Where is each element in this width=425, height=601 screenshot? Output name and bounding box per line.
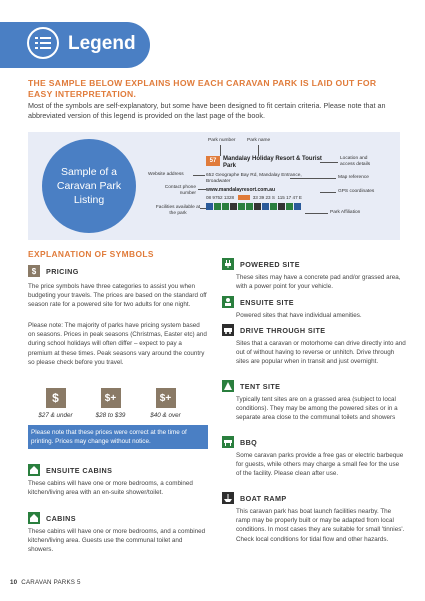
shower-icon xyxy=(222,296,234,308)
ensuite-cabin-icon xyxy=(28,464,40,476)
tent-icon xyxy=(222,380,234,392)
ann-map-reference: Map reference xyxy=(338,175,369,180)
ensuite-site-heading xyxy=(222,296,294,308)
entry-map: 33 39 23 S xyxy=(252,195,275,200)
entry-address: 652 Geographe Bay Rd, Mandalay Entrance, Broadwater xyxy=(206,173,302,184)
cabins-body: These cabins will have one or more bedrooms, and a combined kitchen/living area. Guests use the communal toilet and showers. xyxy=(28,528,206,554)
powered-site-body: These sites may have a concrete pad and/or grassed area, with a power point for your vehicle. xyxy=(236,274,401,291)
page-footer xyxy=(10,579,81,586)
drive-through-icon xyxy=(222,324,234,336)
pricing-body-1: The price symbols have three categories to assist you when budgeting your travels. The prices are based on the standard off season rate for a powered site for two adults for one night. xyxy=(28,283,207,309)
price-tier-label: $40 & over xyxy=(150,412,181,419)
dollar-plus-plus-icon: $+ xyxy=(156,388,176,408)
ensuite-site-body: Powered sites that have individual amenities. xyxy=(236,312,362,319)
page-number: 10 xyxy=(10,579,18,586)
ann-website: Website address xyxy=(148,172,184,177)
ann-park-name: Park name xyxy=(247,138,271,143)
drive-through-label: DRIVE THROUGH SITE xyxy=(240,325,326,335)
price-tier xyxy=(28,388,83,419)
entry-gps: 115 17 47 E xyxy=(277,195,302,200)
intro-heading: THE SAMPLE BELOW EXPLAINS HOW EACH CARAVAN PARK IS LAID OUT FOR EASY INTERPRETATION. xyxy=(28,78,377,99)
powered-site-label: POWERED SITE xyxy=(240,259,300,269)
dollar-plus-icon: $+ xyxy=(101,388,121,408)
entry-phone: 08 9752 1328 xyxy=(206,195,235,200)
pricing-label: PRICING xyxy=(46,266,79,276)
ann-location: Location and access details xyxy=(340,156,371,167)
dollar-icon: $ xyxy=(46,388,66,408)
entry-facility-icons xyxy=(206,203,301,210)
boat-ramp-heading xyxy=(222,492,287,504)
bbq-label: BBQ xyxy=(240,437,258,447)
bbq-icon xyxy=(222,436,234,448)
cabin-icon xyxy=(28,512,40,524)
cabins-label: CABINS xyxy=(46,513,76,523)
list-icon xyxy=(27,27,59,59)
dollar-icon: $ xyxy=(28,265,40,277)
price-tier xyxy=(138,388,193,419)
bbq-heading xyxy=(222,436,257,448)
price-tier-label: $27 & under xyxy=(38,412,73,419)
sample-circle-text: Sample of a Caravan Park Listing xyxy=(56,166,122,206)
explanation-title: EXPLANATION OF SYMBOLS xyxy=(28,249,154,259)
tent-site-body: Typically tent sites are on a grassed area (subject to local conditions). They may be among the powered sites or in a separate area close to the communal toilets and showers xyxy=(236,396,398,422)
footer-title: CARAVAN PARKS 5 xyxy=(21,579,81,586)
cabins-heading xyxy=(28,512,76,524)
boat-ramp-body: This caravan park has boat launch facilities nearby. The ramp may be properly built or may be adapted from local conditions. In most cases they are suitable for small 'tinnies'. Check local conditions for tidal flow and other hazards. xyxy=(236,508,405,543)
price-tier xyxy=(83,388,138,419)
pricing-heading xyxy=(28,265,79,277)
entry-website: www.mandalayresort.com.au xyxy=(206,187,276,193)
page-title: Legend xyxy=(68,33,136,54)
price-note: Please note that these prices were correct at the time of printing. Prices may change without notice. xyxy=(28,425,208,449)
boat-ramp-label: BOAT RAMP xyxy=(240,493,287,503)
powered-site-heading xyxy=(222,258,300,270)
ensuite-site-label: ENSUITE SITE xyxy=(240,297,294,307)
bbq-body: Some caravan parks provide a free gas or electric barbeque for guests, while others may charge a small fee for the use of the facility. Please clean after use. xyxy=(236,452,404,478)
ann-affiliation: Park Affiliation xyxy=(330,210,361,215)
ensuite-cabins-heading xyxy=(28,464,112,476)
intro-body: Most of the symbols are self-explanatory, but some have been designed to fit certain criteria. Please note that an abbreviated version of this legend is provided on the last page of the book. xyxy=(28,101,386,120)
power-plug-icon xyxy=(222,258,234,270)
drive-through-heading xyxy=(222,324,325,336)
boat-icon xyxy=(222,492,234,504)
tent-site-heading xyxy=(222,380,280,392)
ann-park-number: Park number xyxy=(208,138,236,143)
ensuite-cabins-label: ENSUITE CABINS xyxy=(46,465,113,475)
price-tier-label: $28 to $39 xyxy=(95,412,126,419)
entry-park-name: Mandalay Holiday Resort & Tourist Park xyxy=(223,156,322,169)
entry-phone-line xyxy=(206,195,302,200)
sample-circle xyxy=(42,139,136,233)
drive-through-body: Sites that a caravan or motorhome can drive directly into and out of without having to reverse or unhitch. Drive through sites are popular when in transit and just overnight. xyxy=(236,340,406,366)
price-tiers xyxy=(28,388,193,419)
sample-listing-box xyxy=(28,132,400,240)
tent-site-label: TENT SITE xyxy=(240,381,281,391)
pricing-body-2: Please note: The majority of parks have pricing system based on seasons. Prices in peak seasons (Christmas, Easter etc) and during school holidays will often differ – expect to pay a premium at these times. Peak seasons vary around the country so please check before you travel. xyxy=(28,322,207,366)
ann-contact: Contact phone number xyxy=(164,185,196,196)
entry-park-number: 57 xyxy=(206,156,220,166)
ann-facilities: Facilities available at the park xyxy=(155,205,201,216)
ensuite-cabins-body: These cabins will have one or more bedrooms, a combined kitchen/living area with an en-suite shower/toilet. xyxy=(28,480,193,497)
ann-gps: GPS coordinates xyxy=(338,189,375,194)
